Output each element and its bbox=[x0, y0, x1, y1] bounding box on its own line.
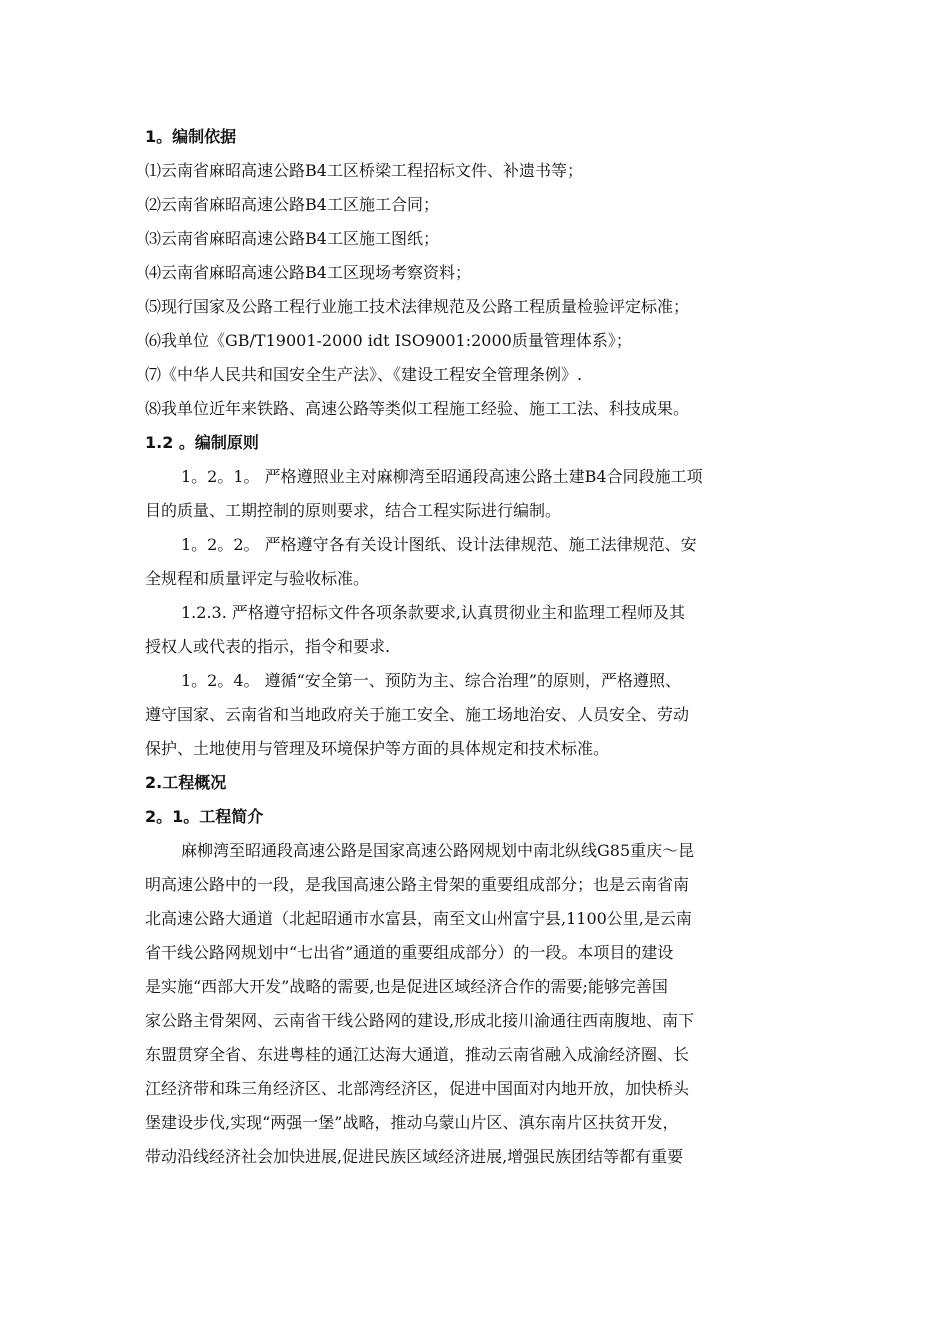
principle-paragraph bbox=[145, 460, 817, 528]
principle-paragraph bbox=[145, 528, 817, 596]
paragraph-line: 1。2。4。 遵循“安全第一、预防为主、综合治理”的原则，严格遵照、 bbox=[181, 671, 681, 690]
document-page bbox=[145, 120, 817, 1174]
principle-paragraph bbox=[145, 664, 817, 766]
paragraph-line: 遵守国家、云南省和当地政府关于施工安全、施工场地治安、人员安全、劳动 bbox=[145, 705, 690, 724]
section-heading-intro: 2。1。工程简介 bbox=[145, 807, 264, 826]
paragraph-line: 1。2。1。 严格遵照业主对麻柳湾至昭通段高速公路土建B4合同段施工项 bbox=[181, 467, 703, 486]
paragraph-line: 堡建设步伐,实现“两强一堡”战略，推动乌蒙山片区、滇东南片区扶贫开发， bbox=[145, 1113, 679, 1132]
paragraph-line: 江经济带和珠三角经济区、北部湾经济区，促进中国面对内地开放，加快桥头 bbox=[145, 1079, 690, 1098]
paragraph-line: 省干线公路网规划中“七出省”通道的重要组成部分）的一段。本项目的建设 bbox=[145, 943, 674, 962]
basis-item: ⑷云南省麻昭高速公路B4工区现场考察资料； bbox=[145, 263, 471, 282]
paragraph-line: 东盟贯穿全省、东进粤桂的通江达海大通道，推动云南省融入成渝经济圈、长 bbox=[145, 1045, 690, 1064]
paragraph-line: 带动沿线经济社会加快进展,促进民族区域经济进展,增强民族团结等都有重要 bbox=[145, 1147, 684, 1166]
basis-item: ⑹我单位《GB/T19001-2000 idt ISO9001:2000质量管理体系》； bbox=[145, 331, 632, 350]
paragraph-line: 是实施“西部大开发”战略的需要,也是促进区域经济合作的需要;能够完善国 bbox=[145, 977, 668, 996]
paragraph-line: 1.2.3. 严格遵守招标文件各项条款要求,认真贯彻业主和监理工程师及其 bbox=[181, 603, 685, 622]
paragraph-line: 明高速公路中的一段，是我国高速公路主骨架的重要组成部分；也是云南省南 bbox=[145, 875, 690, 894]
section-heading-basis: 1。编制依据 bbox=[145, 127, 237, 146]
section-heading-overview: 2.工程概况 bbox=[145, 773, 227, 792]
basis-item: ⑵云南省麻昭高速公路B4工区施工合同； bbox=[145, 195, 439, 214]
section-heading-principles: 1.2 。编制原则 bbox=[145, 433, 259, 452]
paragraph-line: 保护、土地使用与管理及环境保护等方面的具体规定和技术标准。 bbox=[145, 739, 610, 758]
principle-paragraph bbox=[145, 596, 817, 664]
basis-item: ⑸现行国家及公路工程行业施工技术法律规范及公路工程质量检验评定标准； bbox=[145, 297, 690, 316]
paragraph-line: 麻柳湾至昭通段高速公路是国家高速公路网规划中南北纵线G85重庆～昆 bbox=[181, 841, 695, 860]
paragraph-line: 1。2。2。 严格遵守各有关设计图纸、设计法律规范、施工法律规范、安 bbox=[181, 535, 697, 554]
basis-item: ⑴云南省麻昭高速公路B4工区桥梁工程招标文件、补遗书等； bbox=[145, 161, 583, 180]
basis-item: ⑺《中华人民共和国安全生产法》、《建设工程安全管理条例》. bbox=[145, 365, 583, 384]
paragraph-line: 家公路主骨架网、云南省干线公路网的建设,形成北接川渝通往西南腹地、南下 bbox=[145, 1011, 695, 1030]
basis-list bbox=[145, 154, 817, 426]
intro-paragraph bbox=[145, 834, 817, 1174]
paragraph-line: 全规程和质量评定与验收标准。 bbox=[145, 569, 370, 588]
basis-item: ⑻我单位近年来铁路、高速公路等类似工程施工经验、施工工法、科技成果。 bbox=[145, 399, 690, 418]
paragraph-line: 目的质量、工期控制的原则要求，结合工程实际进行编制。 bbox=[145, 501, 562, 520]
basis-item: ⑶云南省麻昭高速公路B4工区施工图纸； bbox=[145, 229, 439, 248]
paragraph-line: 授权人或代表的指示，指令和要求. bbox=[145, 637, 391, 656]
paragraph-line: 北高速公路大通道（北起昭通市水富县，南至文山州富宁县,1100公里,是云南 bbox=[145, 909, 692, 928]
